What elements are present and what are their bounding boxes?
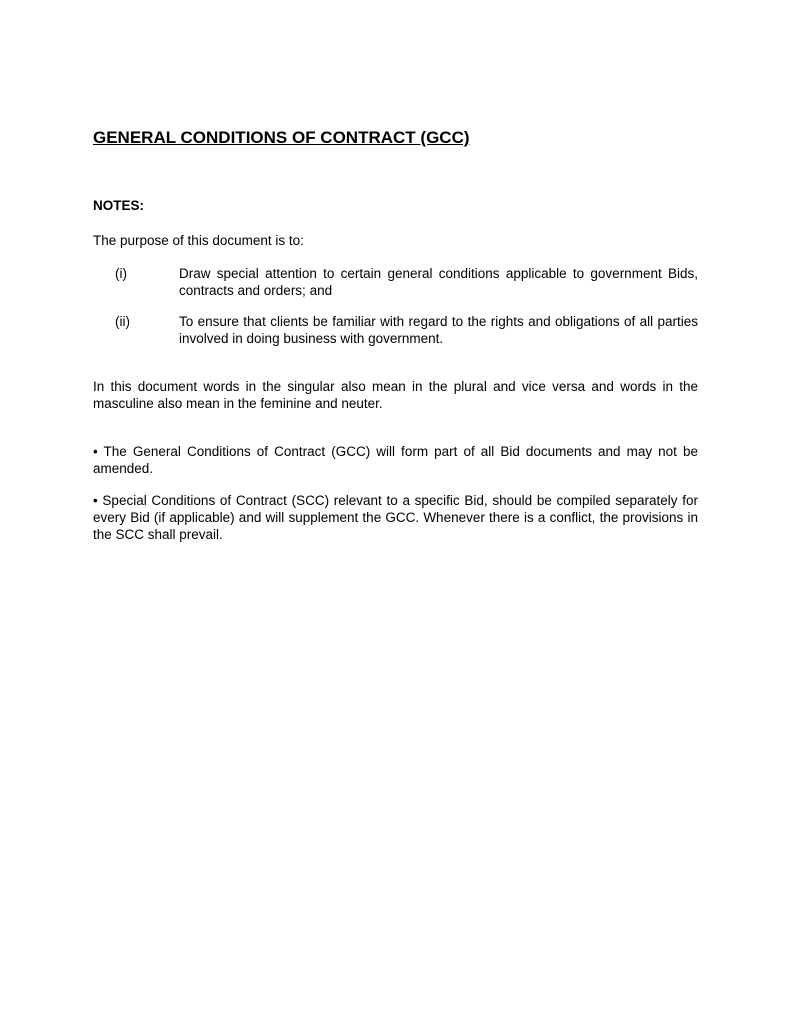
bullet-paragraph: • Special Conditions of Contract (SCC) relevant to a specific Bid, should be compiled separately for every Bid (if applicable) and will supplement the GCC. Whenever there is a conflict, the provisions in the SCC shall prevail.	[93, 493, 698, 542]
intro-paragraph: The purpose of this document is to:	[93, 233, 304, 248]
list-item-text: To ensure that clients be familiar with regard to the rights and obligations of all parties involved in doing business with government.	[179, 314, 698, 346]
list-item-number: (i)	[115, 266, 127, 281]
list-item-text: Draw special attention to certain general conditions applicable to government Bids, contracts and orders; and	[179, 266, 698, 298]
list-item-number: (ii)	[115, 314, 130, 329]
singular-plural-note: In this document words in the singular also mean in the plural and vice versa and words in the masculine also mean in the feminine and neuter.	[93, 379, 698, 411]
bullet-paragraph: • The General Conditions of Contract (GCC) will form part of all Bid documents and may not be amended.	[93, 444, 698, 476]
document-title: GENERAL CONDITIONS OF CONTRACT (GCC)	[93, 128, 470, 147]
notes-heading: NOTES:	[93, 198, 145, 213]
